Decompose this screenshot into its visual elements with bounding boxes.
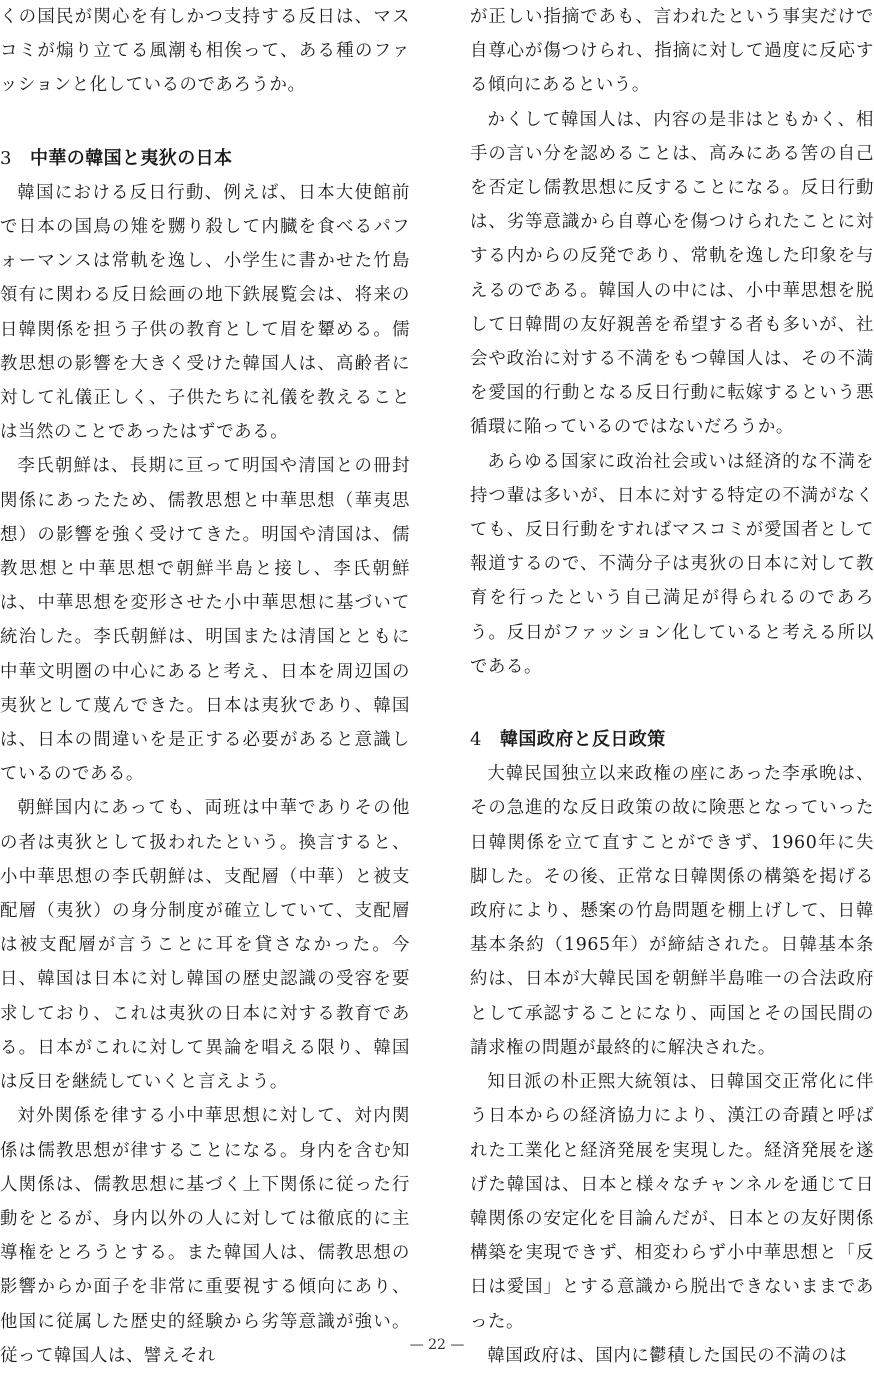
right-column <box>470 0 874 1373</box>
paragraph: くの国民が関心を有しかつ支持する反日は、マスコミが煽り立てる風潮も相俟って、ある種のファッションと化しているのであろうか。 <box>0 7 410 96</box>
page-number: — 22 — <box>409 1337 465 1353</box>
section-title: 中華の韓国と夷狄の日本 <box>30 147 233 169</box>
paragraph: 李氏朝鮮は、長期に亘って明国や清国との冊封関係にあったため、儒教思想と中華思想（華夷思想）の影響を強く受けてきた。明国や清国は、儒教思想と中華思想で朝鮮半島と接し、李氏朝鮮は、中華思想を変形させた小中華思想に基づいて統治した。李氏朝鮮は、明国または清国とともに中華文明圏の中心にあると考え、日本を周辺国の夷狄として蔑んできた。日本は夷狄であり、韓国は、日本の間違いを是正する必要があると意識しているのである。 <box>0 456 410 785</box>
paragraph: 知日派の朴正煕大統領は、日韓国交正常化に伴う日本からの経済協力により、漢江の奇蹟と呼ばれた工業化と経済発展を実現した。経済発展を遂げた韓国は、日本と様々なチャンネルを通じて日韓関係の安定化を目論んだが、日本との友好関係構築を実現できず、相変わらず小中華思想と「反日は愛国」とする意識から脱出できないままであった。 <box>470 1072 874 1332</box>
paragraph: 韓国における反日行動、例えば、日本大使館前で日本の国鳥の雉を嬲り殺して内臓を食べるパフォーマンスは常軌を逸し、小学生に書かせた竹島領有に関わる反日絵画の地下鉄展覧会は、将来の日韓関係を担う子供の教育として眉を顰める。儒教思想の影響を大きく受けた韓国人は、高齢者に対して礼儀正しく、子供たちに礼儀を教えることは当然のことであったはずである。 <box>0 182 410 443</box>
section-heading-4 <box>470 718 874 757</box>
section-gap <box>470 684 874 718</box>
section-number: 3 <box>0 147 12 169</box>
paragraph: 対外関係を律する小中華思想に対して、対内関係は儒教思想が律することになる。身内を含む知人関係は、儒教思想に基づく上下関係に従った行動をとるが、身内以外の人に対しては徹底的に主導権をとろうとする。また韓国人は、儒教思想の影響からか面子を非常に重要視する傾向にあり、他国に従属した歴史的経験から劣等意識が強い。従って韓国人は、譬えそれ <box>0 1106 410 1366</box>
paragraph: かくして韓国人は、内容の是非はともかく、相手の言い分を認めることは、高みにある筈の自己を否定し儒教思想に反することになる。反日行動は、劣等意識から自尊心を傷つけられたことに対する内からの反発であり、常軌を逸した印象を与えるのである。韓国人の中には、小中華思想を脱して日韓間の友好親善を希望する者も多いが、社会や政治に対する不満をもつ韓国人は、その不満を愛国的行動となる反日行動に転嫁するという悪循環に陥っているのではないだろうか。 <box>470 109 874 438</box>
section-heading-3 <box>0 137 410 176</box>
section-number: 4 <box>470 729 482 751</box>
paragraph: 韓国政府は、国内に鬱積した国民の不満のは <box>487 1345 848 1366</box>
paragraph: あらゆる国家に政治社会或いは経済的な不満を持つ輩は多いが、日本に対する特定の不満がなくても、反日行動をすればマスコミが愛国者として報道するので、不満分子は夷狄の日本に対して教育を行ったという自己満足が得られるのであろう。反日がファッション化していると考える所以である。 <box>470 451 874 677</box>
section-gap <box>0 103 410 137</box>
section-title: 韓国政府と反日政策 <box>500 729 666 751</box>
paragraph: 大韓民国独立以来政権の座にあった李承晩は、その急進的な反日政策の故に険悪となっていった日韓関係を立て直すことができず、1960年に失脚した。その後、正常な日韓関係の構築を掲げる政府により、懸案の竹島問題を棚上げして、日韓基本条約（1965年）が締結された。日韓基本条約は、日本が大韓民国を朝鮮半島唯一の合法政府として承認することになり、両国とその国民間の請求権の問題が最終的に解決された。 <box>470 764 874 1058</box>
left-column <box>0 0 410 1373</box>
paragraph: 朝鮮国内にあっても、両班は中華でありその他の者は夷狄として扱われたという。換言すると、小中華思想の李氏朝鮮は、支配層（中華）と被支配層（夷狄）の身分制度が確立していて、支配層は被支配層が言うことに耳を貸さなかった。今日、韓国は日本に対し韓国の歴史認識の受容を要求しており、これは夷狄の日本に対する教育である。日本がこれに対して異論を唱える限り、韓国は反日を継続していくと言えよう。 <box>0 798 410 1093</box>
paragraph: が正しい指摘であも、言われたという事実だけで自尊心が傷つけられ、指摘に対して過度に反応する傾向にあるという。 <box>470 7 874 96</box>
